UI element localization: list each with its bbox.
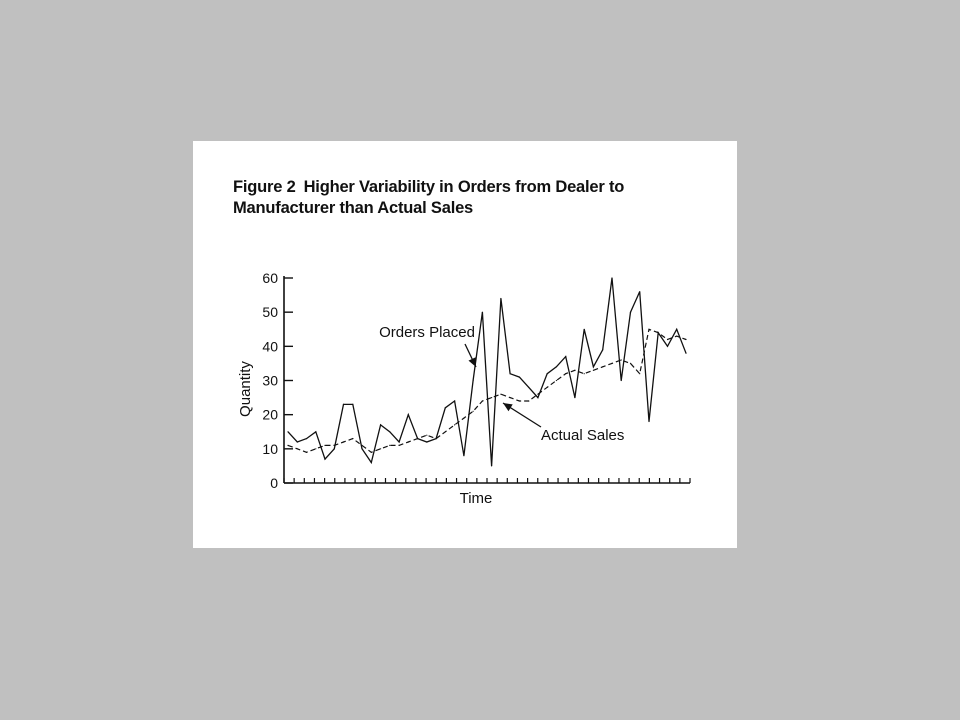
data-point-actual-sales: [287, 445, 288, 446]
data-point-actual-sales: [491, 397, 492, 398]
data-point-actual-sales: [463, 418, 464, 419]
data-point-actual-sales: [556, 380, 557, 381]
y-tick-label: 0: [270, 475, 278, 491]
data-point-orders-placed: [454, 400, 455, 401]
data-point-actual-sales: [574, 370, 575, 371]
data-point-actual-sales: [676, 336, 677, 337]
data-point-orders-placed: [287, 431, 288, 432]
data-point-actual-sales: [324, 445, 325, 446]
y-tick-label: 40: [262, 338, 278, 355]
y-axis: [262, 270, 293, 491]
figure-label: Figure 2: [233, 178, 296, 196]
data-point-orders-placed: [667, 346, 668, 347]
data-point-orders-placed: [537, 397, 538, 398]
data-point-actual-sales: [343, 441, 344, 442]
data-point-orders-placed: [630, 312, 631, 313]
data-point-orders-placed: [361, 448, 362, 449]
figure-title-text: Higher Variability in Orders from Dealer to Manufacturer than Actual Sales: [233, 178, 625, 217]
data-point-orders-placed: [445, 407, 446, 408]
data-point-orders-placed: [584, 329, 585, 330]
data-point-actual-sales: [352, 438, 353, 439]
data-point-orders-placed: [399, 441, 400, 442]
data-point-actual-sales: [297, 448, 298, 449]
data-point-actual-sales: [639, 373, 640, 374]
data-point-orders-placed: [473, 380, 474, 381]
data-point-actual-sales: [519, 400, 520, 401]
data-point-orders-placed: [324, 459, 325, 460]
data-point-orders-placed: [621, 380, 622, 381]
data-point-actual-sales: [658, 332, 659, 333]
line-chart: [193, 141, 737, 548]
data-point-actual-sales: [380, 448, 381, 449]
data-point-orders-placed: [565, 356, 566, 357]
data-point-orders-placed: [611, 277, 612, 278]
data-point-orders-placed: [574, 397, 575, 398]
data-point-actual-sales: [593, 370, 594, 371]
data-point-actual-sales: [408, 441, 409, 442]
data-point-orders-placed: [685, 353, 686, 354]
data-point-orders-placed: [343, 404, 344, 405]
data-point-actual-sales: [611, 363, 612, 364]
data-point-orders-placed: [380, 424, 381, 425]
data-point-actual-sales: [445, 431, 446, 432]
annotation-label: Actual Sales: [541, 427, 625, 444]
data-point-actual-sales: [565, 373, 566, 374]
y-axis-label: Quantity: [237, 361, 254, 417]
data-point-actual-sales: [528, 400, 529, 401]
data-point-actual-sales: [685, 339, 686, 340]
data-point-orders-placed: [676, 329, 677, 330]
data-point-orders-placed: [463, 455, 464, 456]
series-layer: [287, 277, 686, 466]
data-point-actual-sales: [361, 445, 362, 446]
data-point-actual-sales: [584, 373, 585, 374]
data-point-orders-placed: [602, 349, 603, 350]
data-point-orders-placed: [510, 373, 511, 374]
data-point-actual-sales: [547, 387, 548, 388]
data-point-orders-placed: [315, 431, 316, 432]
data-point-orders-placed: [491, 465, 492, 466]
data-point-actual-sales: [621, 359, 622, 360]
x-axis: [284, 478, 690, 483]
data-point-actual-sales: [667, 339, 668, 340]
data-point-actual-sales: [399, 445, 400, 446]
data-point-actual-sales: [602, 366, 603, 367]
data-point-orders-placed: [519, 377, 520, 378]
data-point-actual-sales: [389, 445, 390, 446]
y-tick-label: 10: [262, 440, 278, 457]
figure-card: [193, 141, 737, 548]
data-point-actual-sales: [630, 363, 631, 364]
annotation-label: Orders Placed: [379, 324, 475, 341]
data-point-orders-placed: [352, 404, 353, 405]
data-point-actual-sales: [436, 438, 437, 439]
data-point-actual-sales: [510, 397, 511, 398]
y-tick-label: 60: [262, 270, 278, 286]
data-point-orders-placed: [639, 291, 640, 292]
data-point-actual-sales: [500, 394, 501, 395]
data-point-orders-placed: [297, 441, 298, 442]
annotation-arrow-head: [503, 403, 513, 411]
data-point-actual-sales: [417, 438, 418, 439]
data-point-orders-placed: [334, 448, 335, 449]
y-tick-label: 50: [262, 304, 278, 321]
data-point-actual-sales: [315, 448, 316, 449]
data-point-orders-placed: [306, 438, 307, 439]
data-point-actual-sales: [537, 394, 538, 395]
data-point-actual-sales: [454, 424, 455, 425]
data-point-orders-placed: [648, 421, 649, 422]
y-tick-label: 30: [262, 372, 278, 389]
data-point-orders-placed: [371, 462, 372, 463]
data-point-orders-placed: [528, 387, 529, 388]
data-point-actual-sales: [482, 400, 483, 401]
data-point-orders-placed: [426, 441, 427, 442]
data-point-actual-sales: [306, 452, 307, 453]
data-point-actual-sales: [648, 329, 649, 330]
data-point-orders-placed: [547, 373, 548, 374]
data-point-actual-sales: [371, 452, 372, 453]
y-tick-label: 20: [262, 406, 278, 423]
data-point-orders-placed: [408, 414, 409, 415]
data-point-orders-placed: [482, 312, 483, 313]
data-point-actual-sales: [426, 435, 427, 436]
data-point-orders-placed: [593, 366, 594, 367]
data-point-actual-sales: [473, 411, 474, 412]
data-point-orders-placed: [500, 298, 501, 299]
x-axis-label: Time: [459, 490, 493, 507]
data-point-orders-placed: [556, 366, 557, 367]
data-point-actual-sales: [334, 445, 335, 446]
series-line-orders-placed: [288, 278, 686, 466]
data-point-orders-placed: [389, 431, 390, 432]
